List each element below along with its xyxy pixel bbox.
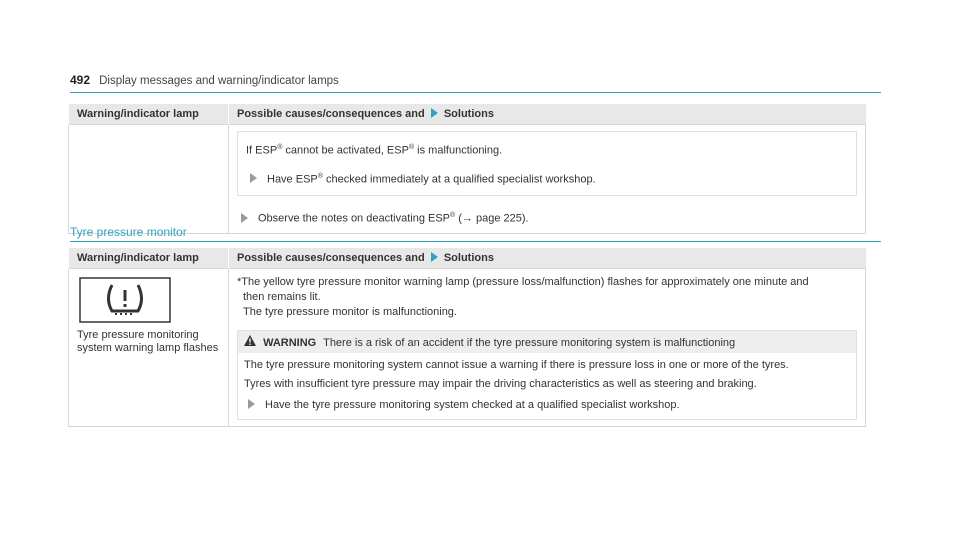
- column-header-causes: Possible causes/consequences and Solutions: [229, 104, 866, 125]
- esp-step-1: Have ESP® checked immediately at a qualified specialist workshop.: [246, 169, 848, 188]
- arrow-right-icon: [431, 108, 438, 118]
- esp-cause-text: If ESP® cannot be activated, ESP® is malfunctioning.: [246, 144, 503, 157]
- warning-line-2: Tyres with insufficient tyre pressure may impair the driving characteristics as well as steering and braking.: [244, 378, 757, 390]
- lamp-cell: [69, 125, 229, 234]
- warning-box: [237, 330, 857, 420]
- page-title: Display messages and warning/indicator lamps: [99, 75, 339, 87]
- step-arrow-icon: [250, 173, 257, 183]
- warning-step: Have the tyre pressure monitoring system checked at a qualified specialist workshop.: [244, 397, 850, 413]
- warning-label: WARNING: [263, 337, 317, 349]
- causes-cell: [229, 269, 866, 427]
- section-title: Tyre pressure monitor: [70, 225, 881, 242]
- warning-heading: There is a risk of an accident if the tyre pressure monitoring system is malfunctioning: [323, 337, 736, 349]
- tpms-cause-1: *The yellow tyre pressure monitor warning lamp (pressure loss/malfunction) flashes for approximately one minute and: [237, 276, 809, 288]
- step-arrow-icon: [241, 213, 248, 223]
- page-number: 492: [70, 73, 91, 87]
- lamp-cell: [69, 269, 229, 427]
- table-header-row: [69, 248, 866, 269]
- table-row: [69, 269, 866, 427]
- warning-body: [238, 353, 856, 419]
- column-header-lamp: Warning/indicator lamp: [69, 248, 229, 269]
- causes-cell: [229, 125, 866, 234]
- tpms-table: [68, 248, 866, 427]
- arrow-right-icon: [431, 252, 438, 262]
- warning-triangle-icon: [244, 335, 256, 346]
- esp-cause-box: [237, 131, 857, 196]
- esp-table: [68, 104, 866, 234]
- tpms-cause-3: The tyre pressure monitor is malfunctioning.: [243, 306, 457, 318]
- table-header-row: [69, 104, 866, 125]
- tpms-cause-2: then remains lit.: [243, 291, 321, 303]
- lamp-caption: Tyre pressure monitoring system warning lamp flashes: [77, 329, 219, 354]
- step-arrow-icon: [248, 399, 255, 409]
- esp-step-2: Observe the notes on deactivating ESP® (→ page 225).: [237, 208, 857, 227]
- page-header: [70, 73, 881, 93]
- column-header-lamp: Warning/indicator lamp: [69, 104, 229, 125]
- table-row: [69, 125, 866, 234]
- warning-line-1: The tyre pressure monitoring system cannot issue a warning if there is pressure loss in one or more of the tyres.: [244, 359, 789, 371]
- tyre-pressure-warning-icon: [79, 277, 171, 323]
- warning-header: [238, 331, 856, 353]
- column-header-causes: Possible causes/consequences and Solutions: [229, 248, 866, 269]
